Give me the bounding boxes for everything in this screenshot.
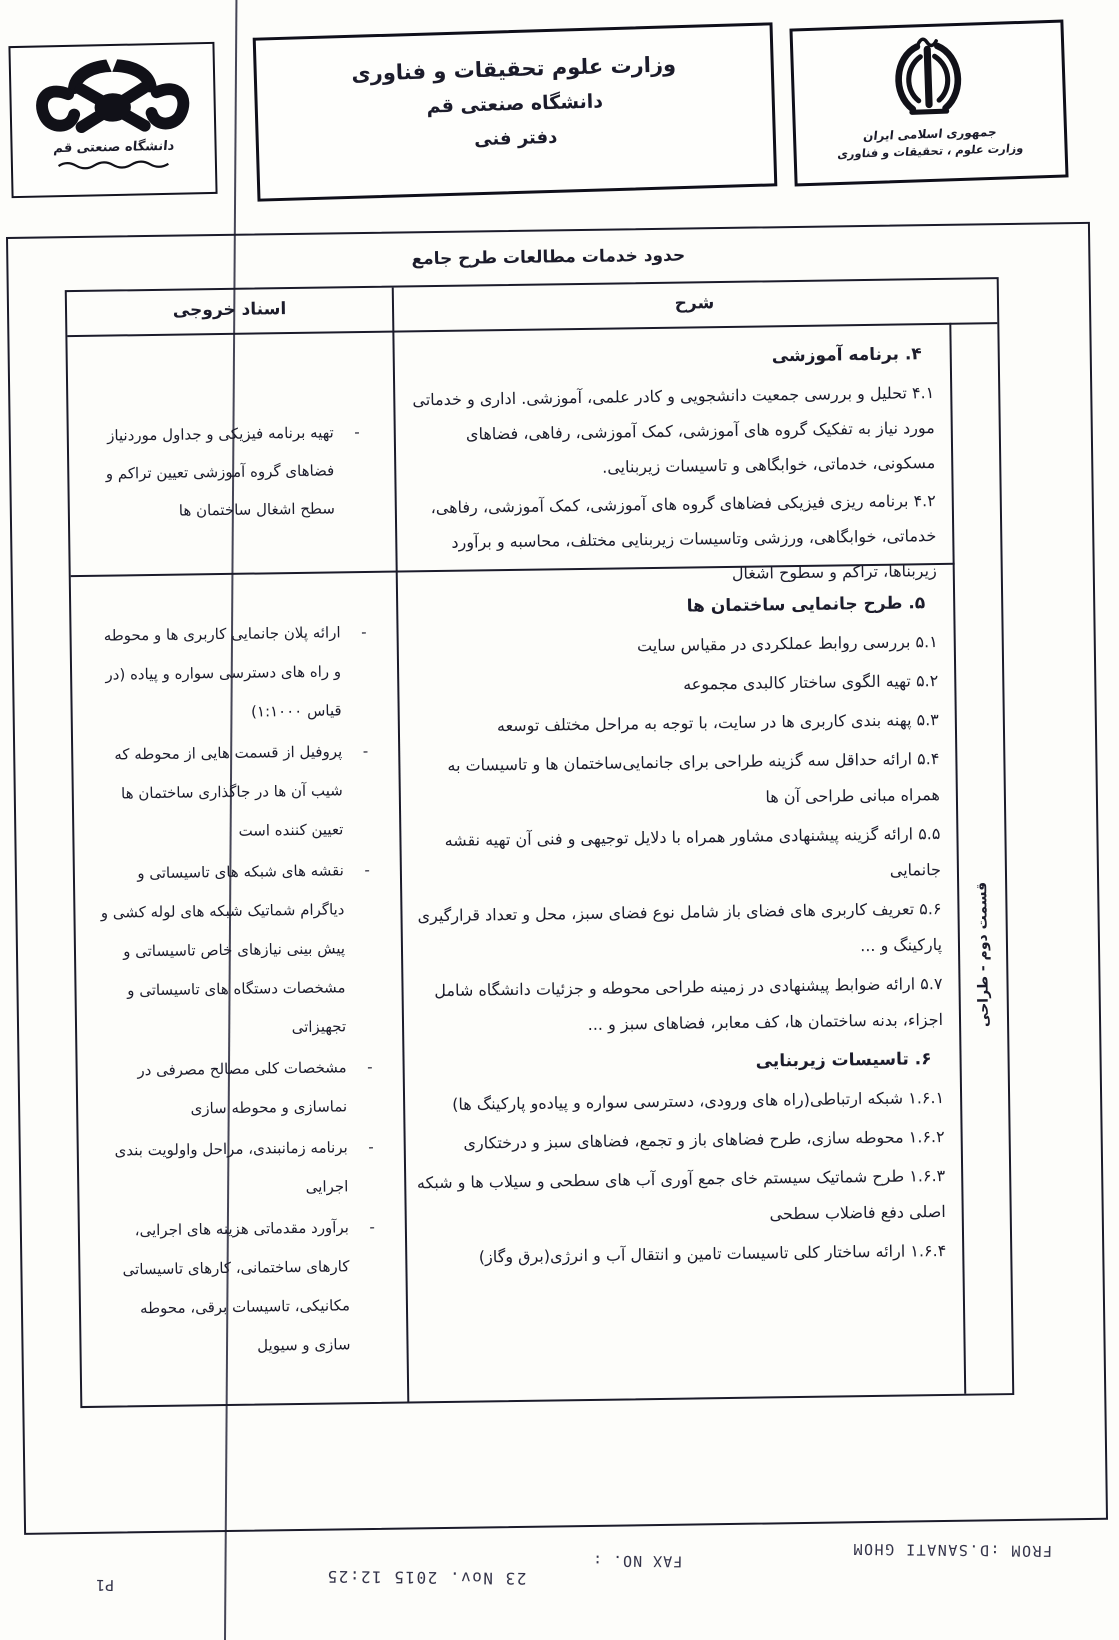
bullet-dash: - xyxy=(364,860,370,880)
bullet-dash: - xyxy=(362,741,369,761)
output-item xyxy=(102,1208,379,1368)
description-item: ۵.۶ تعریف کاربری های فضای باز شامل نوع فضای سبز، محل و تعداد قرارگیری پارکینگ و ... xyxy=(417,899,943,956)
description-item: ۵.۳ پهنه بندی کاربری ها در سایت، با توجه به مراحل مختلف توسعه xyxy=(496,710,939,736)
description-cell-sections5-6 xyxy=(396,565,965,1402)
output-item-text: نقشه های شبکه های تاسیساتی و دیاگرام شماتیک شبکه های لوله کشی و پیش بینی نیازهای خاص تاسیساتی و مشخصات دستگاه های تاسیساتی و تجهیزاتی xyxy=(100,861,347,1037)
qut-logo-icon xyxy=(33,48,193,143)
description-item: ۵.۵ ارائه گزینه پیشنهادی مشاور همراه با دلایل توجیهی و فنی آن تهیه نقشه جانمایی xyxy=(444,824,942,880)
fax-number-text: FAX NO. : xyxy=(591,1551,683,1571)
output-item xyxy=(95,413,364,531)
output-item-text: پروفیل از قسمت هایی از محوطه که شیب آن ها در جاگذاری ساختمان ها تعیین کننده است xyxy=(114,742,344,840)
output-item xyxy=(101,1128,377,1210)
description-item: ۴.۲ برنامه ریزی فیزیکی فضاهای گروه های آموزشی، کمک آموزشی، رفاهی، خدماتی، خوابگاهی، ورزشی وتاسیسات زیربنایی مختلف، محاسبه و برآورد زیربناها، تراکم و سطوح اشغال xyxy=(430,491,937,583)
document-title: حدود خدمات مطالعات طرح جامع xyxy=(411,245,686,270)
outputs-cell-sections5-6 xyxy=(71,573,408,1406)
description-item: ۵.۱ بررسی روابط عملکردی در مقیاس سایت xyxy=(636,632,938,656)
section-heading: ۴. برنامه آموزشی xyxy=(771,344,922,367)
bullet-dash: - xyxy=(354,423,360,442)
document-sheet xyxy=(6,222,1108,1535)
side-label-text: قسمت دوم - طراحی xyxy=(974,881,993,1028)
description-item: ۵.۲ تهیه الگوی ساختار کالبدی مجموعه xyxy=(683,671,939,694)
bullet-dash: - xyxy=(361,623,367,642)
ministry-line: وزارت علوم تحقیقات و فناوری xyxy=(351,52,677,86)
office-line: دفتر فنی xyxy=(473,126,558,151)
description-item: ۵.۷ ارائه ضوابط پیشنهادی در زمینه طراحی محوطه و جزئیات دانشگاه شامل اجزاء، بدنه ساختمان ها، کف معابر، فضاهای سبز و ... xyxy=(434,973,944,1034)
output-item-text: برنامه زمانبندی، مراحل واولویت بندی اجرایی xyxy=(114,1138,349,1196)
university-logo-box xyxy=(8,42,217,198)
university-line: دانشگاه صنعتی قم xyxy=(426,90,604,118)
column-header-description: شرح xyxy=(674,293,715,314)
description-item: ۱.۶.۳ طرح شماتیک سیستم خای جمع آوری آب های سطحی و سیلاب ها و شبکه اصلی دفع فاضلاب سطحی xyxy=(416,1165,946,1224)
description-item: ۱.۶.۴ ارائه ساختار کلی تاسیسات تامین و انتقال آب و انرژی(برق وگاز) xyxy=(478,1240,947,1267)
logo-calligraphy-line xyxy=(54,154,174,176)
fax-page-text: P1 xyxy=(95,1575,115,1595)
logo-caption: دانشگاه صنعتی قم xyxy=(52,138,175,157)
output-item-text: برآورد مقدماتی هزینه های اجرایی، کارهای ساختمانی، کارهای تاسیساتی مکانیکی، تاسیسات برقی، محوطه سازی و سیویل xyxy=(122,1218,351,1355)
output-item xyxy=(99,1048,375,1130)
outputs-cell-section4 xyxy=(67,333,395,576)
description-item: ۵.۴ ارائه حداقل سه گزینه طراحی برای جانمایی‌ساختمان ها و تاسیسات به همراه مبانی طراحی آن ها xyxy=(447,749,941,807)
emblem-caption-line: وزارت علوم ، تحقیقات و فناوری xyxy=(836,140,1025,162)
ministry-header-box xyxy=(253,22,778,201)
fax-from-text: FROM :D.SANATI GHOM xyxy=(851,1539,1053,1561)
description-item: ۱.۶.۲ محوطه سازی، طرح فضاهای باز و تجمع، فضاهای سبز و درختکاری xyxy=(463,1126,945,1153)
services-table xyxy=(65,277,1015,1408)
output-item-text: ارائه پلان جانمایی کاربری ها و محوطه و راه های دسترسی سواره و پیاده (در قیاس ۱:۱۰۰۰) xyxy=(103,623,342,721)
bullet-dash: - xyxy=(369,1217,375,1237)
description-cell-section4 xyxy=(392,325,952,583)
bullet-dash: - xyxy=(367,1057,373,1077)
section-heading: ۶. تاسیسات زیربنایی xyxy=(755,1049,932,1072)
output-item xyxy=(95,732,372,853)
output-item-text: مشخصات کلی مصالح مصرفی در نماسازی و محوطه سازی xyxy=(137,1058,348,1118)
section-heading: ۵. طرح جانمایی ساختمان ها xyxy=(686,593,926,617)
column-header-outputs: اسناد خروجی xyxy=(172,299,287,321)
fax-datetime-text: 23 Nov. 2015 12:25 xyxy=(325,1566,527,1589)
output-item-text: تهیه برنامه فیزیکی و جداول موردنیاز فضاهای گروه آموزشی تعیین تراکم و سطح اشغال ساختمان ها xyxy=(105,423,335,520)
emblem-caption-line: جمهوری اسلامی ایران xyxy=(862,124,998,144)
national-emblem-box xyxy=(789,20,1068,187)
description-item: ۴.۱ تحلیل و بررسی جمعیت دانشجویی و کادر علمی، آموزشی. اداری و خدماتی مورد نیاز به تفکیک گروه های آموزشی، کمک آموزشی، رفاهی، فضاهای مسکونی، خدماتی، خوابگاهی و تاسیسات زیربنایی. xyxy=(412,383,936,477)
output-item xyxy=(97,851,375,1050)
bullet-dash: - xyxy=(368,1137,374,1157)
output-item xyxy=(93,613,370,734)
description-item: ۱.۶.۱ شبکه ارتباطی(راه های ورودی، دسترسی سواره و پیاده‌و پارکینگ ها) xyxy=(452,1087,945,1114)
